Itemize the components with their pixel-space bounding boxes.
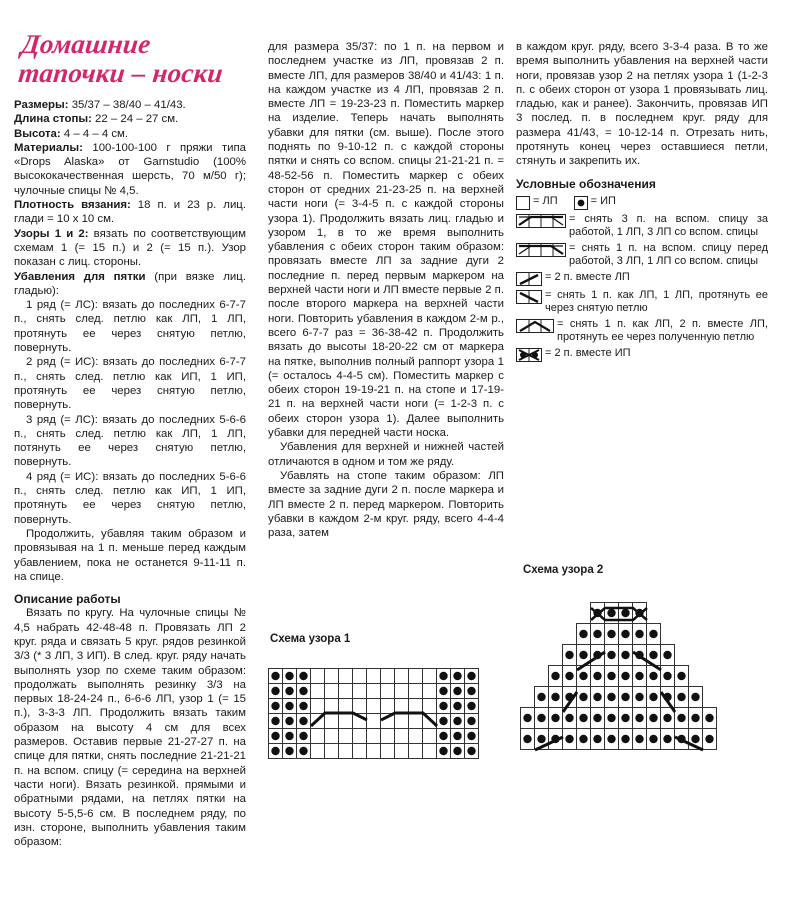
- purl-dot: [285, 687, 293, 695]
- purl-dot: [467, 702, 475, 710]
- chart-cell: [311, 744, 325, 759]
- chart-cell: [325, 714, 339, 729]
- purl-dot: [565, 672, 573, 680]
- purl-dot: [649, 630, 657, 638]
- sizes: Размеры: 35/37 – 38/40 – 41/43.: [14, 99, 186, 111]
- purl-dot: [649, 714, 657, 722]
- purl-dot: [537, 735, 545, 743]
- chart-cell: [381, 669, 395, 684]
- purl-dot: [705, 735, 713, 743]
- purl-dot: [579, 735, 587, 743]
- purl-dot: [271, 747, 279, 755]
- purl-dot: [453, 732, 461, 740]
- purl-dot: [607, 651, 615, 659]
- purl-dot: [299, 717, 307, 725]
- purl-dot: [439, 687, 447, 695]
- chart-cell: [381, 684, 395, 699]
- chart-cell: [367, 744, 381, 759]
- purl-dot: [663, 651, 671, 659]
- heel-row-1: 1 ряд (= ЛС): вязать до последних 6-7-7 п., снять след. петлю как ЛП, 1 ЛП, протянуть ее через снятую петлю, повернуть.: [14, 299, 246, 355]
- purl-dot: [439, 747, 447, 755]
- chart-cell: [423, 699, 437, 714]
- purl-dot: [649, 651, 657, 659]
- purl-dot: [551, 693, 559, 701]
- purl-dot: [607, 693, 615, 701]
- purl-dot: [635, 672, 643, 680]
- purl-dot: [621, 693, 629, 701]
- purl-dot: [439, 702, 447, 710]
- chart-cell: [339, 729, 353, 744]
- chart-cell: [367, 684, 381, 699]
- chart-cell: [325, 729, 339, 744]
- chart-cell: [311, 699, 325, 714]
- chart-2-grid: [520, 602, 728, 754]
- chart-2-title: Схема узора 2: [523, 564, 604, 576]
- chart-cell: [311, 669, 325, 684]
- col2-paragraph-2: Убавления для верхней и нижней частей отличаются в одном и том же ряду.: [268, 441, 504, 468]
- purl-dot: [537, 714, 545, 722]
- purl-dot: [299, 672, 307, 680]
- chart-cell: [325, 669, 339, 684]
- chart-cell: [353, 684, 367, 699]
- chart-cell: [325, 744, 339, 759]
- sk2p-icon: [516, 319, 554, 333]
- chart-cell: [311, 729, 325, 744]
- purl-dot: [593, 630, 601, 638]
- purl-dot: [299, 687, 307, 695]
- purl-dot: [635, 735, 643, 743]
- patterns: Узоры 1 и 2: вязать по соответствующим схемам 1 (= 15 п.) и 2 (= 15 п.). Узор показан с лиц. стороны.: [14, 227, 246, 269]
- purl-dot: [467, 687, 475, 695]
- purl-dot: [663, 672, 671, 680]
- chart-cell: [367, 729, 381, 744]
- heel-row-3: 3 ряд (= ЛС): вязать до последних 5-6-6 п., снять след. петлю как ЛП, 1 ЛП, потянуть ее через снятую петлю, повернуть.: [14, 413, 246, 469]
- col2-paragraph-3: Убавлять на стопе таким образом: ЛП вместе за задние дуги 2 п. после маркера и ЛП вместе 2 п. перед маркером. Повторить убавки в каждом 2-м круг. ряду, всего 4-4-4 раза, затем: [268, 469, 504, 540]
- column-2: [268, 40, 504, 540]
- purl-dot: [299, 732, 307, 740]
- purl-dot: [565, 651, 573, 659]
- purl-dot: [663, 735, 671, 743]
- chart-cell: [381, 699, 395, 714]
- chart-cell: [339, 669, 353, 684]
- heel-row-4: 4 ряд (= ИС): вязать до последних 5-6-6 п., снять след. петлю как ИП, 1 ИП, протянуть ее через снятую петлю, повернуть.: [14, 470, 246, 526]
- chart-1-title: Схема узора 1: [270, 633, 351, 645]
- purl-dot: [453, 702, 461, 710]
- page-title: [17, 30, 249, 88]
- work-heading: Описание работы: [14, 592, 121, 607]
- purl-dot: [565, 735, 573, 743]
- purl-dot: [579, 651, 587, 659]
- purl-dot: [467, 717, 475, 725]
- purl-dot: [467, 747, 475, 755]
- heel-continue: Продолжить, убавляя таким образом и провязывая на 1 п. меньше перед каждым убавлением, пока не останется 9-11-11 п. на спице.: [14, 527, 246, 583]
- chart-cell: [409, 699, 423, 714]
- purl-dot: [607, 714, 615, 722]
- purl-dot: [607, 672, 615, 680]
- chart-cell: [409, 744, 423, 759]
- legend-k2tog: = 2 п. вместе ЛП: [516, 271, 768, 286]
- chart-cell: [395, 684, 409, 699]
- purl-dot: [271, 702, 279, 710]
- chart-cell: [339, 684, 353, 699]
- chart-cell: [353, 699, 367, 714]
- purl-dot: [579, 630, 587, 638]
- chart-cell: [423, 744, 437, 759]
- purl-dot: [439, 672, 447, 680]
- chart-cell: [395, 744, 409, 759]
- chart-cell: [325, 699, 339, 714]
- chart-cell: [423, 729, 437, 744]
- legend-heading: Условные обозначения: [516, 176, 656, 191]
- purl-dot: [635, 630, 643, 638]
- p2tog-icon: [516, 348, 542, 362]
- purl-dot: [691, 714, 699, 722]
- chart-cell: [381, 729, 395, 744]
- purl-dot: [285, 717, 293, 725]
- materials: Материалы: 100-100-100 г пряжи типа «Drops Alaska» от Garnstudio (100% высококачественная шерсть, 70 м/50 г); чулочные спицы № 4,5.: [14, 141, 247, 197]
- purl-dot: [523, 735, 531, 743]
- legend-lp-ip: = ЛП = ИП: [516, 195, 768, 210]
- purl-dot: [593, 693, 601, 701]
- chart-cell: [395, 714, 409, 729]
- purl-dot: [593, 735, 601, 743]
- purl-dot: [453, 687, 461, 695]
- chart-cell: [409, 669, 423, 684]
- purl-dot: [467, 732, 475, 740]
- purl-dot: [663, 714, 671, 722]
- purl-dot: [271, 687, 279, 695]
- purl-dot: [453, 747, 461, 755]
- purl-dot: [635, 693, 643, 701]
- purl-dot: [649, 672, 657, 680]
- chart-cell: [409, 684, 423, 699]
- purl-dot: [691, 693, 699, 701]
- knit-symbol-icon: [516, 196, 530, 210]
- purl-dot: [621, 630, 629, 638]
- purl-dot: [523, 714, 531, 722]
- purl-dot: [607, 735, 615, 743]
- purl-dot: [691, 735, 699, 743]
- purl-dot: [271, 732, 279, 740]
- legend-cross-right: = снять 1 п. на вспом. спицу перед работой, 3 ЛП, 1 ЛП со вспом. спицы: [516, 242, 768, 268]
- purl-dot: [299, 747, 307, 755]
- purl-dot: [677, 714, 685, 722]
- chart-cell: [395, 699, 409, 714]
- heel-intro: Убавления для пятки (при вязке лиц. гладью):: [14, 270, 246, 297]
- purl-dot: [453, 672, 461, 680]
- height: Высота: 4 – 4 – 4 см.: [14, 127, 129, 140]
- cable-right-icon: [516, 243, 566, 257]
- legend-sk2p: = снять 1 п. как ЛП, 2 п. вместе ЛП, протянуть ее через полученную петлю: [516, 318, 768, 344]
- purl-dot: [607, 630, 615, 638]
- purl-dot: [299, 702, 307, 710]
- purl-dot: [285, 672, 293, 680]
- column-1: [14, 0, 246, 849]
- purl-dot: [649, 735, 657, 743]
- purl-dot: [439, 717, 447, 725]
- purl-dot: [551, 672, 559, 680]
- title-line-1: Домашние: [20, 29, 153, 59]
- legend-cross-left: = снять 3 п. на вспом. спицу за работой, 1 ЛП, 3 ЛП со вспом. спицы: [516, 213, 768, 239]
- title-line-2: тапочки – носки: [16, 58, 225, 88]
- purl-dot: [551, 714, 559, 722]
- purl-dot: [621, 672, 629, 680]
- purl-dot: [271, 717, 279, 725]
- chart-cell: [367, 699, 381, 714]
- chart-cell: [367, 714, 381, 729]
- chart-cell: [395, 669, 409, 684]
- purl-dot: [705, 714, 713, 722]
- purl-dot: [579, 672, 587, 680]
- col3-paragraph-1: в каждом круг. ряду, всего 3-3-4 раза. В то же время выполнить убавления на верхней части ноги, провязав узор 2 на петлях узора 1 (1-2-3 п. с обеих сторон от узора 1 провязывать лиц. гладью, как и ранее). Закончить, провязав ИП 3 послед. п. в последнем круг. ряду для размера 41/43, = 10-12-14 п. Отрезать нить, протянуть конец через оставшиеся петли, стянуть и закрепить их.: [516, 41, 768, 168]
- col2-paragraph-1: для размера 35/37: по 1 п. на первом и последнем участке из ЛП, провязав 2 п. вместе ЛП, для размеров 38/40 и 41/43: 1 п. на каждом участке из 4 ЛП, провязав 2 п. вместе ЛП = 19-23-23 п. Поместить маркер на изделие. Теперь начать выполнять убавки для пятки (см. выше). После этого поднять по 9-10-12 п. с каждой стороны пятки и снять со вспом. спицы 21-21-21 п. = 48-52-56 п. Поместить маркер с обеих сторон от средних 21-23-25 п. на верхней части ноги (= 3-4-5 п. с каждой стороны узора 1). Продолжить вязать лиц. гладью и узором 1, в то же время выполнить убавления с обеих сторон таким образом: провязать вместе ЛП за задние дуги 2 последние п. перед первым маркером на верхней части ноги и ЛП вместе первые 2 п. после второго маркера на верхней части ноги. Повторить убавления в каждом 2-м р., всего 6-7-7 раз = 36-38-42 п. Продолжить вязать до высоты 18-20-22 см от маркера на пятке, выполнив полный раппорт узора 1 (= осталось 4-4-5 см). Поместить маркер с обеих сторон 19-19-21 п. на стопе и 17-19-21 п. на верхней части ноги (= 1-2-3 п. с обеих сторон узора 1). Далее выполнить убавки для передней части носка.: [268, 41, 504, 440]
- chart-cell: [409, 729, 423, 744]
- purl-dot: [579, 714, 587, 722]
- purl-dot: [621, 735, 629, 743]
- purl-dot: [677, 672, 685, 680]
- purl-dot: [271, 672, 279, 680]
- chart-cell: [339, 699, 353, 714]
- chart-cell: [339, 744, 353, 759]
- chart-cell: [367, 669, 381, 684]
- chart-cell: [409, 714, 423, 729]
- purl-dot: [439, 732, 447, 740]
- chart-1-grid: [268, 668, 484, 762]
- chart-cell: [339, 714, 353, 729]
- legend-ssk: = снять 1 п. как ЛП, 1 ЛП, протянуть ее через снятую петлю: [516, 289, 768, 315]
- purl-dot: [579, 693, 587, 701]
- purl-dot: [593, 672, 601, 680]
- chart-cell: [311, 684, 325, 699]
- chart-cell: [423, 669, 437, 684]
- chart-cell: [325, 684, 339, 699]
- cable-left-icon: [516, 214, 566, 228]
- purl-dot: [677, 693, 685, 701]
- purl-dot: [621, 651, 629, 659]
- purl-dot: [607, 609, 615, 617]
- heel-row-2: 2 ряд (= ИС): вязать до последних 6-7-7 п., снять след. петлю как ИП, 1 ИП, протянуть ее через снятую петлю, повернуть.: [14, 356, 246, 412]
- chart-cell: [423, 684, 437, 699]
- chart-cell: [395, 729, 409, 744]
- legend-p2tog: = 2 п. вместе ИП: [516, 347, 768, 362]
- purl-dot: [285, 702, 293, 710]
- purl-dot: [649, 693, 657, 701]
- work-text: Вязать по кругу. На чулочные спицы № 4,5 набрать 42-48-48 п. Провязать ЛП 2 круг. ряда и связать 5 круг. рядов резинкой 3/3 (* 3 ЛП, 3 ИП). В след. круг. ряду начать выполнять узор по схеме таким образом: продолжать выполнять резинку 3/3 на первых 18-24-24 п., 6-6-6 ЛП, узор 1 (= 15 п.), 3-3-3 ЛП. Продолжить вязать таким образом на высоту 4 см для всех размеров. Оставив первые 21-27-27 п. на спице для пятки, снять последние 21-21-21 п. на вспом. спицу (= середина на верхней части ноги). Вязать резинкой. прямыми и обратными рядами, на петлях пятки на высоту 5-5,5-6 см. В последнем ряду, по изн. стороне, выполнить убавления таким образом:: [14, 607, 246, 849]
- density: Плотность вязания: 18 п. и 23 р. лиц. глади = 10 х 10 см.: [14, 199, 246, 226]
- purl-dot: [635, 714, 643, 722]
- purl-dot: [537, 693, 545, 701]
- chart-cell: [353, 744, 367, 759]
- chart-cell: [353, 669, 367, 684]
- foot-length: Длина стопы: 22 – 24 – 27 см.: [14, 113, 179, 126]
- k2tog-icon: [516, 272, 542, 286]
- purl-dot: [621, 609, 629, 617]
- purl-dot: [285, 747, 293, 755]
- ssk-icon: [516, 290, 542, 304]
- purl-dot: [593, 714, 601, 722]
- chart-cell: [381, 744, 395, 759]
- purl-dot: [565, 714, 573, 722]
- chart-cell: [353, 729, 367, 744]
- purl-dot: [453, 717, 461, 725]
- column-3: [516, 40, 768, 365]
- purl-dot: [285, 732, 293, 740]
- purl-dot: [467, 672, 475, 680]
- purl-symbol-icon: [574, 196, 588, 210]
- purl-dot: [621, 714, 629, 722]
